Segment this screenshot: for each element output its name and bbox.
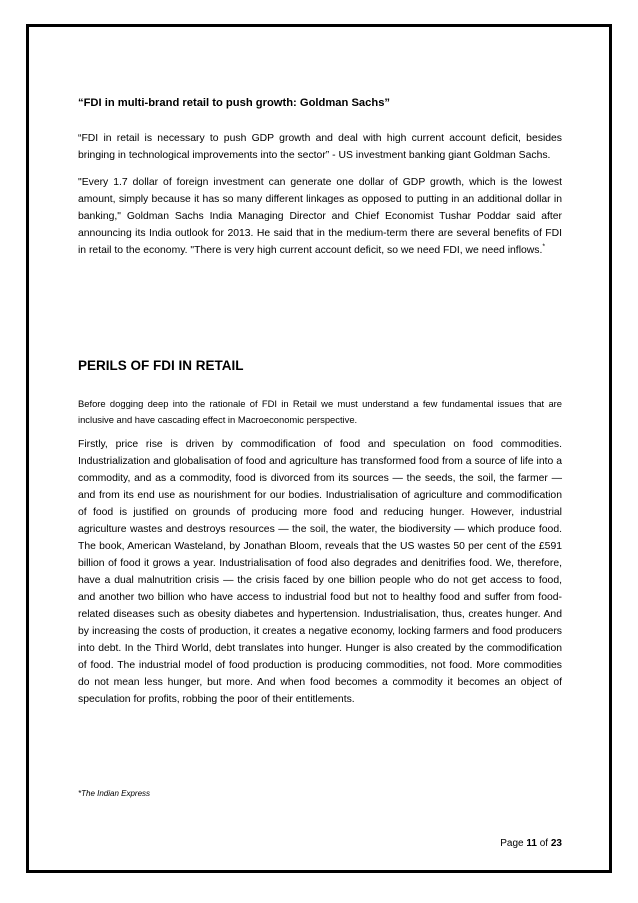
section-goldman <box>78 96 562 259</box>
footnote: *The Indian Express <box>78 789 151 798</box>
economist-text: "Every 1.7 dollar of foreign investment can generate one dollar of GDP growth, which is the lowest amount, simply because it has so many different linkages as opposed to putting in an additional dollar in banking," Goldman Sachs India Managing Director and Chief Economist Tushar Poddar said after announcing its India outlook for 2013. He said that in the medium-term there are several benefits of FDI in retail to the economy. "There is very high current account deficit, so we need FDI, we need inflows. <box>78 177 562 256</box>
page-number <box>500 837 562 851</box>
section-perils <box>78 396 562 708</box>
body-paragraph: Firstly, price rise is driven by commodification of food and speculation on food commodities. Industrialization and globalisation of food and agriculture has transformed food from a source of life into a commodity, and as a commodity, food is divorced from its sources — the seeds, the soil, the farmer — and from its end use as nourishment for our bodies. Industrialisation of agriculture and commodification of food is justified on grounds of producing more food and reducing hunger. However, industrial agriculture wastes and destroys resources — the soil, the water, the biodiversity — which produce food. The book, American Wasteland, by Jonathan Bloom, reveals that the US wastes 50 per cent of the £591 billion of food it grows a year. Industrialisation of food also degrades and denitrifies food. We, therefore, have a dual malnutrition crisis — the crisis faced by one billion people who do not get access to food, and another two billion who have access to industrial food but not to healthy food and suffer from food-related diseases such as obesity diabetes and hypertension. Industrialisation, thus, creates hunger. And by increasing the costs of production, it creates a negative economy, locking farmers and food producers into debt. In the Third World, debt translates into hunger. Hunger is also created by the commodification of food. The industrial model of food production is producing commodities, not food. More commodities do not mean less hunger, but more. And when food becomes a commodity it becomes an object of speculation for profits, robbing the poor of their entitlements. <box>78 439 562 705</box>
page-current: 11 <box>526 838 537 849</box>
section-heading: PERILS OF FDI IN RETAIL <box>78 358 244 373</box>
intro-paragraph: Before dogging deep into the rationale of FDI in Retail we must understand a few fundamental issues that are inclusive and have cascading effect in Macroeconomic perspective. <box>78 398 562 425</box>
page-total: 23 <box>550 838 562 849</box>
page-label: Page <box>500 838 524 849</box>
footnote-marker: * <box>542 243 546 251</box>
economist-paragraph <box>78 174 562 259</box>
article-title: “FDI in multi-brand retail to push growth: Goldman Sachs” <box>78 97 391 109</box>
page-of: of <box>539 838 549 849</box>
quote-paragraph: “FDI in retail is necessary to push GDP growth and deal with high current account deficit, besides bringing in technological improvements into the sector” - US investment banking giant Goldman Sachs. <box>78 133 562 161</box>
